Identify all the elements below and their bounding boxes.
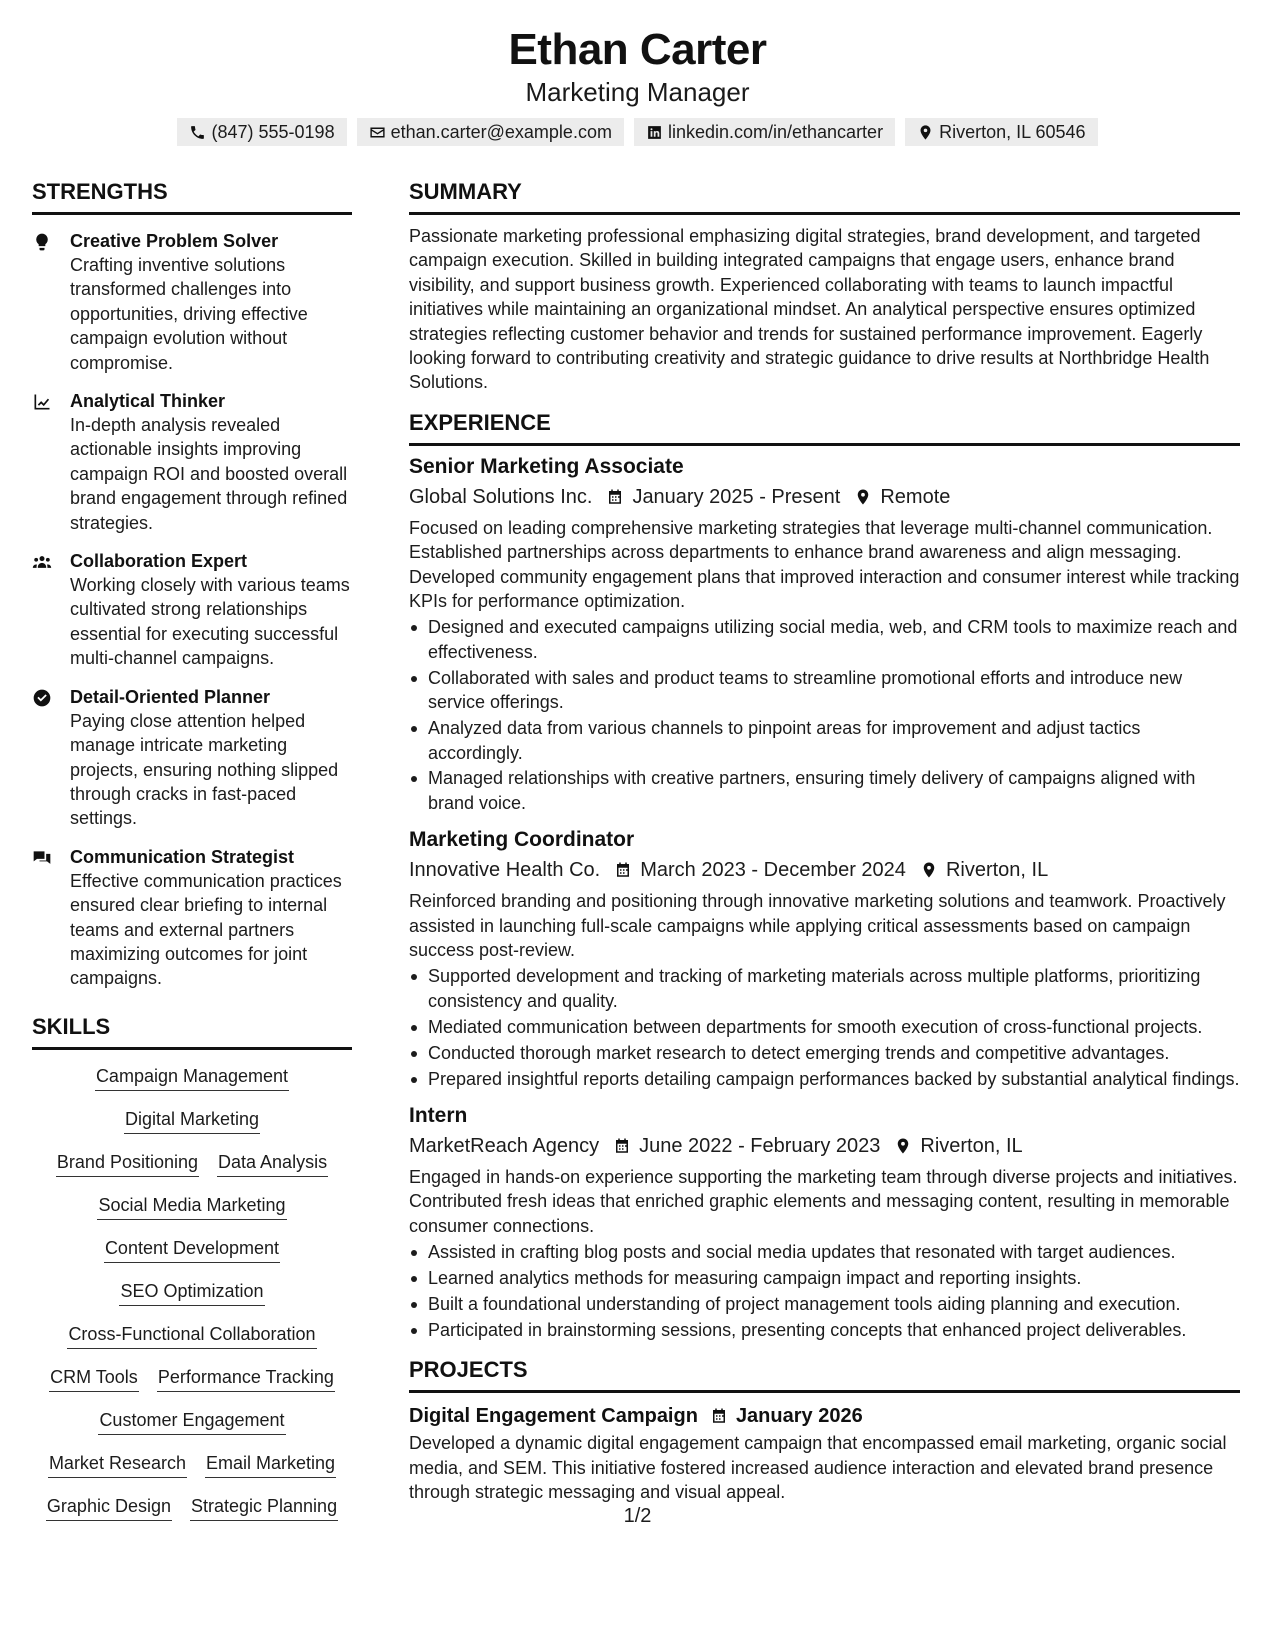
strength-desc: Effective communication practices ensured clear briefing to internal teams and external partners maximizing outcomes for joint campaigns. (70, 870, 342, 989)
skills-heading: SKILLS (32, 1013, 352, 1050)
map-pin-icon (894, 1137, 912, 1155)
skills-list (32, 1064, 352, 1521)
projects-heading: PROJECTS (409, 1356, 1240, 1393)
lightbulb-icon (32, 232, 52, 252)
strength-item (32, 845, 352, 991)
skill-tag: Data Analysis (217, 1150, 328, 1177)
list-item: Designed and executed campaigns utilizing social media, web, and CRM tools to maximize reach and effectiveness. (409, 615, 1240, 664)
linkedin-icon (646, 124, 663, 141)
list-item: Managed relationships with creative partners, ensuring timely delivery of campaigns aligned with brand voice. (409, 766, 1240, 815)
skill-tag: Email Marketing (205, 1451, 336, 1478)
strength-title: Analytical Thinker (70, 391, 226, 412)
skill-tag: Customer Engagement (98, 1408, 285, 1435)
skill-tag: Graphic Design (46, 1494, 172, 1521)
job-dates: June 2022 - February 2023 (639, 1134, 881, 1157)
contact-location-text: Riverton, IL 60546 (939, 121, 1086, 142)
job-meta (409, 855, 1240, 885)
map-pin-icon (854, 488, 872, 506)
resume-header (0, 24, 1275, 146)
job-location: Riverton, IL (945, 859, 1049, 882)
job-description: Engaged in hands-on experience supporting the marketing team through diverse projects and initiatives. Contributed fresh ideas that enriched graphic elements and messaging content, resulting in memorable consumer connections. (409, 1166, 1238, 1236)
job-company: Innovative Health Co. (409, 859, 601, 882)
contact-email[interactable] (357, 118, 624, 146)
strength-title: Communication Strategist (70, 846, 295, 867)
job-dates: March 2023 - December 2024 (640, 859, 906, 882)
strength-item (32, 549, 352, 671)
contact-email-text: ethan.carter@example.com (390, 121, 612, 142)
strength-title: Detail-Oriented Planner (70, 686, 271, 707)
skill-tag: CRM Tools (49, 1365, 139, 1392)
job-bullets (409, 964, 1240, 1091)
calendar-icon (606, 488, 624, 506)
envelope-icon (369, 124, 386, 141)
list-item: Built a foundational understanding of project management tools aiding planning and execution. (409, 1292, 1240, 1316)
list-item: Prepared insightful reports detailing campaign performances backed by substantial analytical findings. (409, 1067, 1240, 1091)
calendar-icon (614, 861, 632, 879)
job-bullets (409, 1240, 1240, 1342)
list-item: Participated in brainstorming sessions, presenting concepts that enhanced project deliverables. (409, 1318, 1240, 1342)
map-pin-icon (917, 124, 934, 141)
candidate-name: Ethan Carter (508, 25, 767, 74)
phone-icon (189, 124, 206, 141)
calendar-icon (710, 1407, 728, 1425)
summary-text: Passionate marketing professional emphasizing digital strategies, brand development, and targeted campaign execution. Skilled in building integrated campaigns that engage users, enhance brand visibility, and support business growth. Experienced collaborating with teams to launch impactful initiatives while maintaining an organizational mindset. An analytical perspective ensures optimized strategies reflecting customer behavior and trends for sustained performance improvement. Eagerly looking forward to contributing creativity and strategic guidance to drive results at Northbridge Health Solutions. (409, 226, 1210, 393)
job-title: Marketing Manager (525, 77, 750, 107)
comments-icon (32, 848, 52, 868)
skill-tag: Performance Tracking (157, 1365, 335, 1392)
strength-title: Collaboration Expert (70, 551, 248, 572)
contact-location (905, 118, 1097, 146)
project-title: Digital Engagement Campaign (409, 1405, 698, 1428)
list-item: Assisted in crafting blog posts and social media updates that resonated with target audiences. (409, 1240, 1240, 1264)
job-entry (409, 825, 1240, 1091)
list-item: Conducted thorough market research to detect emerging trends and competitive advantages. (409, 1041, 1240, 1065)
project-date: January 2026 (735, 1405, 863, 1428)
list-item: Supported development and tracking of marketing materials across multiple platforms, prioritizing consistency and quality. (409, 964, 1240, 1013)
job-entry (409, 452, 1240, 815)
experience-heading: EXPERIENCE (409, 409, 1240, 446)
contact-linkedin-text: linkedin.com/in/ethancarter (667, 121, 884, 142)
summary-heading: SUMMARY (409, 178, 1240, 215)
strength-item (32, 389, 352, 535)
job-location: Riverton, IL (920, 1134, 1023, 1157)
strength-item (32, 685, 352, 831)
calendar-icon (613, 1137, 631, 1155)
job-meta (409, 1131, 1240, 1161)
project-description: Developed a dynamic digital engagement campaign that encompassed email marketing, organic social media, and SEM. This initiative fostered increased audience interaction and elevated brand presence through strategic messaging and visual appeal. (409, 1433, 1227, 1503)
job-meta (409, 482, 1240, 512)
users-icon (32, 552, 52, 572)
job-position: Intern (409, 1103, 468, 1127)
job-entry (409, 1101, 1240, 1342)
page-number: 1/2 (623, 1505, 652, 1527)
list-item: Learned analytics methods for measuring campaign impact and reporting insights. (409, 1266, 1240, 1290)
left-column (32, 178, 352, 1521)
map-pin-icon (920, 861, 938, 879)
right-column (409, 178, 1240, 1505)
project-header (409, 1401, 1240, 1431)
skill-tag: Market Research (48, 1451, 187, 1478)
contact-linkedin[interactable] (634, 118, 895, 146)
job-dates: January 2025 - Present (632, 485, 841, 508)
skill-tag: Cross-Functional Collaboration (67, 1322, 316, 1349)
job-location: Remote (880, 485, 951, 508)
skill-tag: Social Media Marketing (97, 1193, 286, 1220)
skill-tag: Content Development (104, 1236, 280, 1263)
list-item: Analyzed data from various channels to pinpoint areas for improvement and adjust tactics accordingly. (409, 716, 1240, 765)
list-item: Mediated communication between departments for smooth execution of cross-functional projects. (409, 1015, 1240, 1039)
contact-phone[interactable] (177, 118, 346, 146)
strength-title: Creative Problem Solver (70, 231, 279, 251)
strength-desc: Paying close attention helped manage intricate marketing projects, ensuring nothing slipped through cracks in fast-paced settings. (70, 710, 339, 829)
job-position: Senior Marketing Associate (409, 454, 684, 478)
strength-item (32, 229, 352, 375)
skill-tag: Digital Marketing (124, 1107, 260, 1134)
contact-bar (0, 118, 1275, 146)
job-company: Global Solutions Inc. (409, 485, 593, 508)
strength-desc: Crafting inventive solutions transformed challenges into opportunities, driving effective campaign evolution without compromise. (70, 255, 308, 373)
chart-line-icon (32, 392, 52, 412)
list-item: Collaborated with sales and product teams to streamline promotional efforts and introduce new service offerings. (409, 666, 1240, 715)
strength-desc: In-depth analysis revealed actionable insights improving campaign ROI and boosted overall brand engagement through refined strategies. (70, 415, 348, 533)
strengths-heading: STRENGTHS (32, 178, 352, 215)
strength-desc: Working closely with various teams cultivated strong relationships essential for executing successful multi-channel campaigns. (70, 575, 350, 669)
job-company: MarketReach Agency (409, 1134, 600, 1157)
job-position: Marketing Coordinator (409, 828, 635, 852)
job-bullets (409, 615, 1240, 815)
check-circle-icon (32, 688, 52, 708)
skill-tag: Strategic Planning (190, 1494, 338, 1521)
skill-tag: Campaign Management (95, 1064, 289, 1091)
job-description: Focused on leading comprehensive marketing strategies that leverage multi-channel communication. Established partnerships across departments to enhance brand awareness and align messaging. Developed community engagement plans that improved interaction and consumer interest while tracking KPIs for performance optimization. (409, 517, 1240, 612)
job-description: Reinforced branding and positioning through innovative marketing solutions and teamwork. Proactively assisted in launching full-scale campaigns while applying critical assessments based on campaign success post-review. (409, 891, 1226, 961)
contact-phone-text: (847) 555-0198 (211, 121, 335, 142)
skill-tag: Brand Positioning (56, 1150, 199, 1177)
skill-tag: SEO Optimization (119, 1279, 264, 1306)
